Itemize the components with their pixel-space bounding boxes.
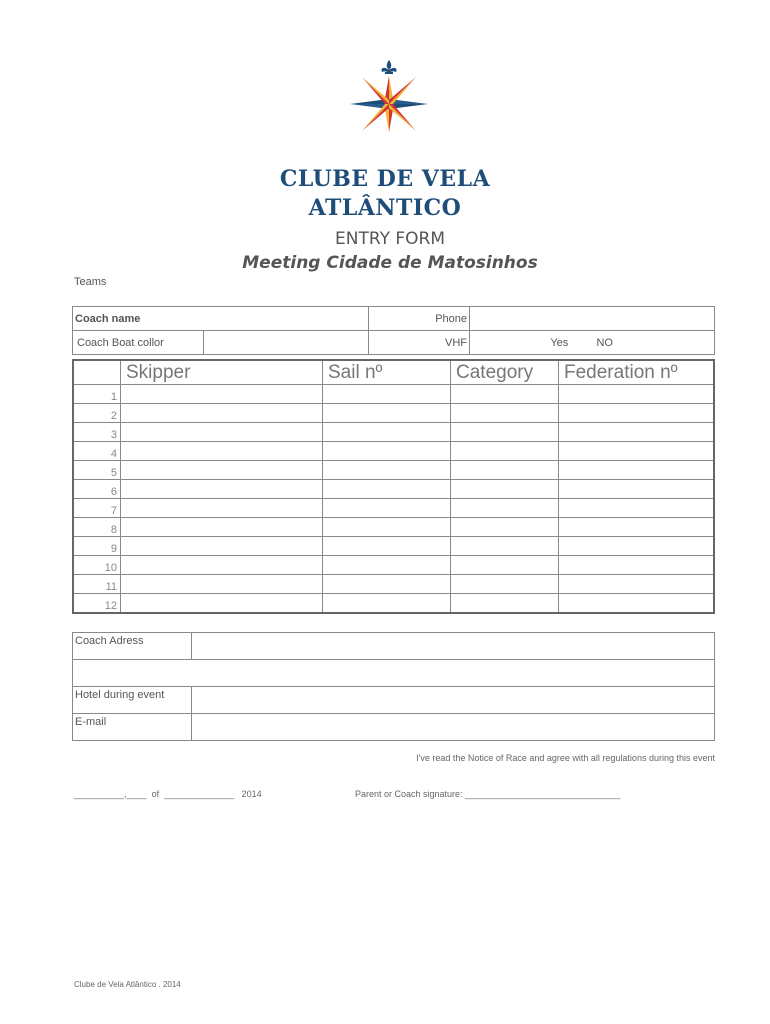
- table-row: [73, 575, 714, 594]
- email-field[interactable]: [192, 714, 715, 741]
- row-number: 4: [73, 442, 121, 461]
- row-number: 7: [73, 499, 121, 518]
- skipper-cell[interactable]: [121, 404, 323, 423]
- table-row: [73, 442, 714, 461]
- category-cell[interactable]: [451, 461, 559, 480]
- federation-number-cell[interactable]: [559, 537, 715, 556]
- category-header: Category: [451, 360, 559, 385]
- club-name-line-1: CLUBE DE VELA: [279, 166, 491, 192]
- skipper-cell[interactable]: [121, 442, 323, 461]
- row-number: 10: [73, 556, 121, 575]
- category-cell[interactable]: [451, 575, 559, 594]
- row-number: 8: [73, 518, 121, 537]
- vhf-label: VHF: [369, 331, 470, 355]
- row-number-header: [73, 360, 121, 385]
- sail-number-cell[interactable]: [323, 423, 451, 442]
- team-entry-table: [72, 359, 715, 614]
- sail-number-cell[interactable]: [323, 575, 451, 594]
- federation-number-cell[interactable]: [559, 442, 715, 461]
- skipper-header: Skipper: [121, 360, 323, 385]
- table-row: [73, 404, 714, 423]
- row-number: 1: [73, 385, 121, 404]
- sail-number-cell[interactable]: [323, 537, 451, 556]
- category-cell[interactable]: [451, 442, 559, 461]
- federation-number-cell[interactable]: [559, 518, 715, 537]
- federation-number-cell[interactable]: [559, 461, 715, 480]
- skipper-cell[interactable]: [121, 499, 323, 518]
- row-number: 6: [73, 480, 121, 499]
- skipper-cell[interactable]: [121, 480, 323, 499]
- category-cell[interactable]: [451, 556, 559, 575]
- table-row: [73, 556, 714, 575]
- category-cell[interactable]: [451, 404, 559, 423]
- coach-info-table: [72, 306, 715, 355]
- category-cell[interactable]: [451, 518, 559, 537]
- federation-number-cell[interactable]: [559, 480, 715, 499]
- sail-number-header: Sail nº: [323, 360, 451, 385]
- federation-number-cell[interactable]: [559, 385, 715, 404]
- phone-field[interactable]: [470, 307, 715, 331]
- phone-label: Phone: [369, 307, 470, 331]
- row-number: 11: [73, 575, 121, 594]
- coach-address-field-line-2[interactable]: [73, 660, 715, 687]
- vhf-no-option[interactable]: NO: [596, 336, 613, 349]
- email-label: E-mail: [73, 714, 192, 741]
- table-row: [73, 480, 714, 499]
- form-title: ENTRY FORM: [335, 229, 445, 249]
- event-name: Meeting Cidade de Matosinhos: [242, 253, 538, 273]
- table-row: [73, 518, 714, 537]
- club-name-line-2: ATLÂNTICO: [308, 195, 462, 221]
- row-number: 2: [73, 404, 121, 423]
- sail-number-cell[interactable]: [323, 404, 451, 423]
- vhf-yes-option[interactable]: Yes: [550, 336, 569, 349]
- row-number: 3: [73, 423, 121, 442]
- table-row: [73, 499, 714, 518]
- coach-boat-color-label: Coach Boat collor: [73, 331, 204, 355]
- federation-number-cell[interactable]: [559, 404, 715, 423]
- sail-number-cell[interactable]: [323, 594, 451, 614]
- row-number: 12: [73, 594, 121, 614]
- hotel-label: Hotel during event: [73, 687, 192, 714]
- skipper-cell[interactable]: [121, 385, 323, 404]
- table-row: [73, 594, 714, 614]
- club-logo-compass-icon: [344, 56, 434, 152]
- table-row: [73, 537, 714, 556]
- sail-number-cell[interactable]: [323, 461, 451, 480]
- vhf-options: [520, 331, 715, 355]
- coach-address-field[interactable]: [192, 633, 715, 660]
- skipper-cell[interactable]: [121, 575, 323, 594]
- category-cell[interactable]: [451, 423, 559, 442]
- sail-number-cell[interactable]: [323, 385, 451, 404]
- sail-number-cell[interactable]: [323, 556, 451, 575]
- contact-info-table: [72, 632, 715, 741]
- row-number: 5: [73, 461, 121, 480]
- table-row: [73, 461, 714, 480]
- category-cell[interactable]: [451, 594, 559, 614]
- table-row: [73, 385, 714, 404]
- coach-boat-color-field[interactable]: [204, 331, 369, 355]
- federation-number-cell[interactable]: [559, 423, 715, 442]
- signature-line: Parent or Coach signature: _______________________________: [355, 789, 621, 799]
- category-cell[interactable]: [451, 480, 559, 499]
- federation-number-cell[interactable]: [559, 594, 715, 614]
- coach-address-label: Coach Adress: [73, 633, 192, 660]
- federation-number-cell[interactable]: [559, 575, 715, 594]
- skipper-cell[interactable]: [121, 518, 323, 537]
- date-line: __________,____ of ______________ 2014: [74, 789, 262, 799]
- sail-number-cell[interactable]: [323, 518, 451, 537]
- agreement-statement: I've read the Notice of Race and agree with all regulations during this event: [416, 753, 715, 763]
- teams-label: Teams: [74, 276, 107, 288]
- row-number: 9: [73, 537, 121, 556]
- category-cell[interactable]: [451, 385, 559, 404]
- skipper-cell[interactable]: [121, 461, 323, 480]
- federation-number-header: Federation nº: [559, 360, 715, 385]
- federation-number-cell[interactable]: [559, 556, 715, 575]
- sail-number-cell[interactable]: [323, 442, 451, 461]
- skipper-cell[interactable]: [121, 423, 323, 442]
- category-cell[interactable]: [451, 537, 559, 556]
- federation-number-cell[interactable]: [559, 499, 715, 518]
- footer-text: Clube de Vela Atlântico . 2014: [74, 980, 181, 989]
- table-row: [73, 423, 714, 442]
- skipper-cell[interactable]: [121, 556, 323, 575]
- sail-number-cell[interactable]: [323, 499, 451, 518]
- skipper-cell[interactable]: [121, 594, 323, 614]
- skipper-cell[interactable]: [121, 537, 323, 556]
- hotel-field[interactable]: [192, 687, 715, 714]
- sail-number-cell[interactable]: [323, 480, 451, 499]
- vhf-field[interactable]: [470, 331, 521, 355]
- category-cell[interactable]: [451, 499, 559, 518]
- coach-name-label: Coach name: [73, 307, 369, 331]
